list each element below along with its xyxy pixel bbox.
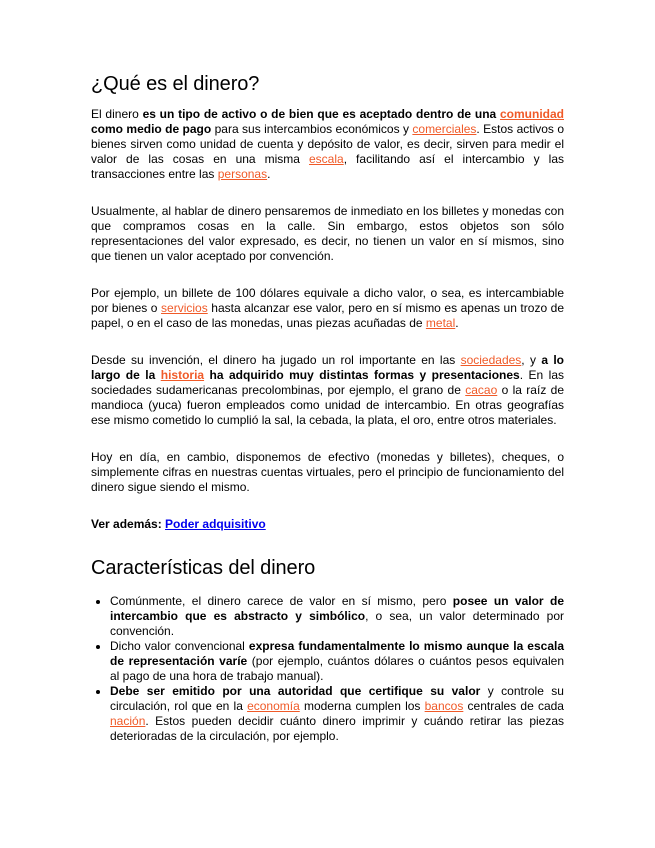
text-span: Desde su invención, el dinero ha jugado un rol importante en las xyxy=(91,353,461,367)
link-cacao[interactable]: cacao xyxy=(465,383,498,397)
bold-text: Debe ser emitido por una autoridad que certifique su valor xyxy=(110,684,481,698)
text-span: o la raíz de mandioca (yuca) fueron empleados como unidad de intercambio. En otras geografías ese mismo cometido lo cumplió la sal, la cebada, la plata, el oro, entre otros materiales. xyxy=(91,383,564,427)
text-span: Comúnmente, el dinero carece de valor en sí mismo, pero xyxy=(110,594,453,608)
text-span: y controle su circulación, rol que en la xyxy=(110,684,564,713)
paragraph-hoy-en-dia: Hoy en día, en cambio, disponemos de efectivo (monedas y billetes), cheques, o simplemente cifras en nuestras cuentas virtuales, pero el principio de funcionamiento del dinero sigue siendo el mismo. xyxy=(91,450,564,494)
bold-text: es un tipo de activo o de bien que es aceptado dentro de una xyxy=(142,107,500,121)
text-span: . xyxy=(267,167,271,181)
see-also-label: Ver además: xyxy=(91,517,166,531)
link-economia[interactable]: economía xyxy=(247,699,300,713)
article-content xyxy=(91,72,564,744)
list-item xyxy=(110,684,564,744)
text-span: El dinero xyxy=(91,107,143,121)
link-poder-adquisitivo[interactable]: Poder adquisitivo xyxy=(165,517,266,531)
characteristics-list xyxy=(91,594,564,744)
list-item xyxy=(110,639,564,684)
link-servicios[interactable]: servicios xyxy=(161,301,208,315)
section-title-que-es-el-dinero: ¿Qué es el dinero? xyxy=(91,73,260,95)
link-historia[interactable]: historia xyxy=(160,368,205,382)
text-span: , y xyxy=(521,353,542,367)
bold-text: posee un valor de intercambio que es abstracto y simbólico xyxy=(110,594,564,623)
link-personas[interactable]: personas xyxy=(217,167,268,181)
bold-text: expresa fundamentalmente lo mismo aunque la escala de representación varíe xyxy=(110,639,564,668)
text-span: Dicho valor convencional xyxy=(110,639,249,653)
link-metal[interactable]: metal xyxy=(425,316,456,330)
text-span: hasta alcanzar ese valor, pero en sí mismo es apenas un trozo de papel, o en el caso de las monedas, unas piezas acuñadas de xyxy=(91,301,565,330)
link-comunidad[interactable]: comunidad xyxy=(499,107,564,121)
bold-text: a lo largo de la xyxy=(91,353,564,382)
text-span: (por ejemplo, cuántos dólares o cuántos pesos equivalen al pago de una hora de trabajo manual). xyxy=(110,654,564,683)
bold-text: como medio de pago xyxy=(91,122,212,136)
paragraph-definition xyxy=(91,107,564,182)
link-comerciales[interactable]: comerciales xyxy=(412,122,477,136)
paragraph-historia xyxy=(91,353,564,428)
link-nacion[interactable]: nación xyxy=(110,714,146,728)
text-span: . xyxy=(455,316,459,330)
text-span: , facilitando así el intercambio y las transacciones entre las xyxy=(91,152,564,181)
text-span: Por ejemplo, un billete de 100 dólares equivale a dicho valor, o sea, es intercambiable por bienes o xyxy=(91,286,564,315)
link-bancos[interactable]: bancos xyxy=(424,699,464,713)
paragraph-billetes: Usualmente, al hablar de dinero pensaremos de inmediato en los billetes y monedas con que compramos cosas en la calle. Sin embargo, estos objetos son sólo representaciones del valor expresado, es decir, no tienen un valor en sí mismos, sino que tienen un valor aceptado por convención. xyxy=(91,204,564,263)
text-span: , o sea, un valor determinado por convención. xyxy=(110,609,564,638)
see-also-line xyxy=(91,517,564,532)
link-sociedades[interactable]: sociedades xyxy=(460,353,522,367)
text-span: moderna cumplen los xyxy=(299,699,425,713)
paragraph-ejemplo xyxy=(91,286,564,331)
text-span: . Estos activos o bienes sirven como unidad de cuenta y depósito de valor, es decir, sirven para medir el valor de las cosas en una misma xyxy=(91,122,564,166)
link-escala[interactable]: escala xyxy=(309,152,344,166)
text-span: . En las sociedades sudamericanas precolombinas, por ejemplo, el grano de xyxy=(91,368,564,397)
bold-text: ha adquirido muy distintas formas y presentaciones xyxy=(204,368,520,382)
list-item xyxy=(110,594,564,639)
section-title-caracteristicas: Características del dinero xyxy=(91,557,316,579)
text-span: para sus intercambios económicos y xyxy=(211,122,413,136)
text-span: centrales de cada xyxy=(463,699,564,713)
text-span: . Estos pueden decidir cuánto dinero imprimir y cuándo retirar las piezas deterioradas de la circulación, por ejemplo. xyxy=(110,714,564,743)
